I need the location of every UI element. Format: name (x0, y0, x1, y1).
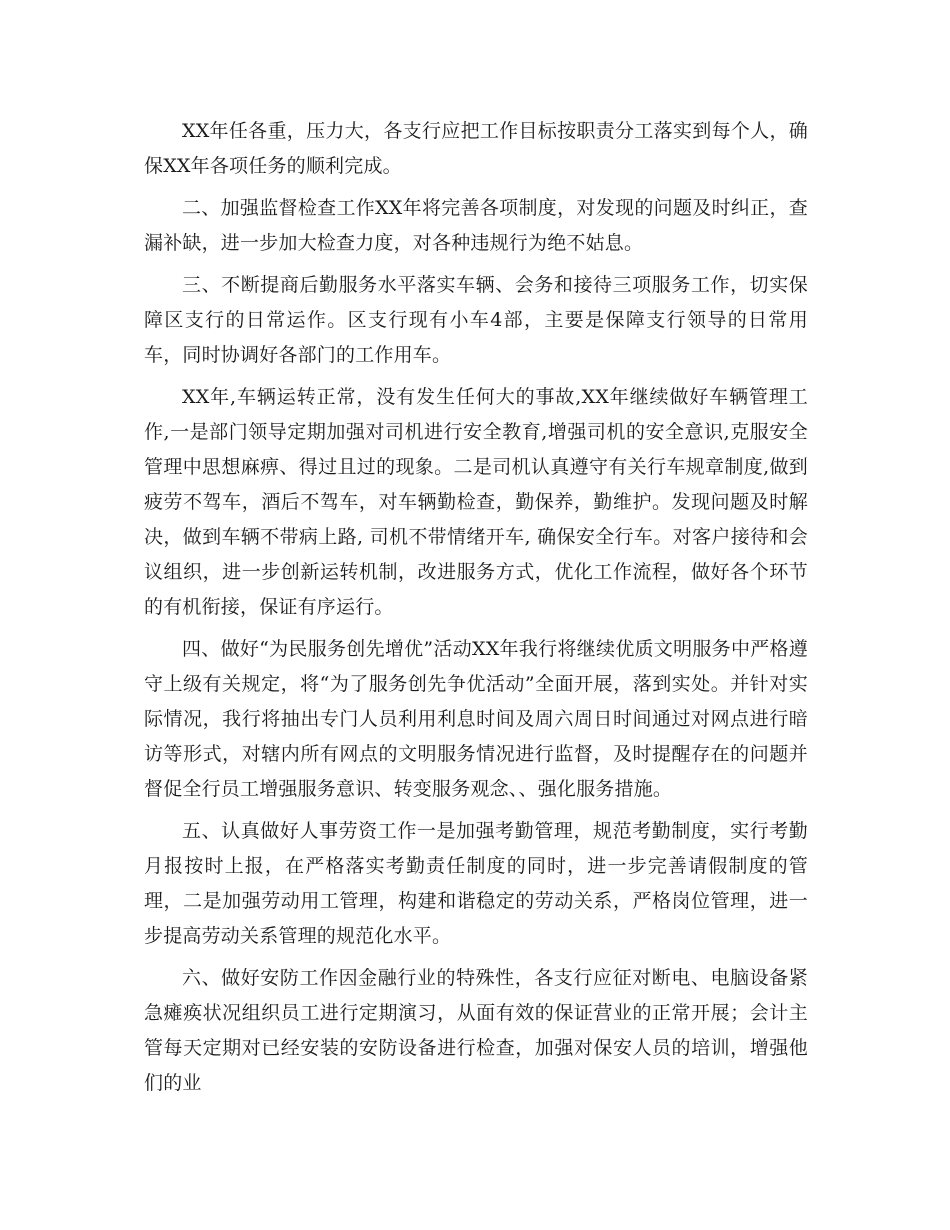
paragraph-7: 六、做好安防工作因金融行业的特殊性，各支行应征对断电、电脑设备紧急瘫痪状况组织员工进行定期演习，从面有效的保证营业的正常开展；会计主管每天定期对已经安装的安防设备进行检查，加强对保安人员的培训，增强他们的业 (144, 967, 808, 1094)
paragraph-4: XX年,车辆运转正常，没有发生任何大的事故,XX年继续做好车辆管理工作,一是部门领导定期加强对司机进行安全教育,增强司机的安全意识,克服安全管理中思想麻痹、得过且过的现象。二是司机认真遵守有关行车规章制度,做到疲劳不驾车，酒后不驾车，对车辆勤检查，勤保养，勤维护。发现问题及时解决，做到车辆不带病上路, 司机不带情绪开车, 确保安全行车。对客户接待和会议组织，进一步创新运转机制，改进服务方式，优化工作流程，做好各个环节的有机衔接，保证有序运行。 (144, 386, 808, 618)
paragraph-2: 二、加强监督检查工作XX年将完善各项制度，对发现的问题及时纠正，查漏补缺，进一步加大检查力度，对各种违规行为绝不姑息。 (144, 197, 808, 254)
paragraph-3: 三、不断提商后勤服务水平落实车辆、会务和接待三项服务工作，切实保障区支行的日常运作。区支行现有小车4部，主要是保障支行领导的日常用车，同时协调好各部门的工作用车。 (144, 274, 808, 366)
paragraph-1: XX年任各重，压力大，各支行应把工作目标按职责分工落实到每个人，确保XX年各项任务的顺利完成。 (144, 120, 808, 177)
document-page (144, 114, 808, 1194)
paragraph-6: 五、认真做好人事劳资工作一是加强考勤管理，规范考勤制度，实行考勤月报按时上报，在严格落实考勤责任制度的同时，进一步完善请假制度的管理，二是加强劳动用工管理，构建和谐稳定的劳动关系，严格岗位管理，进一步提高劳动关系管理的规范化水平。 (144, 820, 808, 947)
paragraph-5: 四、做好“为民服务创先增优”活动XX年我行将继续优质文明服务中严格遵守上级有关规定，将“为了服务创先争优活动”全面开展，落到实处。并针对实际情况，我行将抽出专门人员利用利息时间及周六周日时间通过对网点进行暗访等形式，对辖内所有网点的文明服务情况进行监督，及时提醒存在的问题并督促全行员工增强服务意识、转变服务观念、、强化服务措施。 (144, 638, 808, 800)
